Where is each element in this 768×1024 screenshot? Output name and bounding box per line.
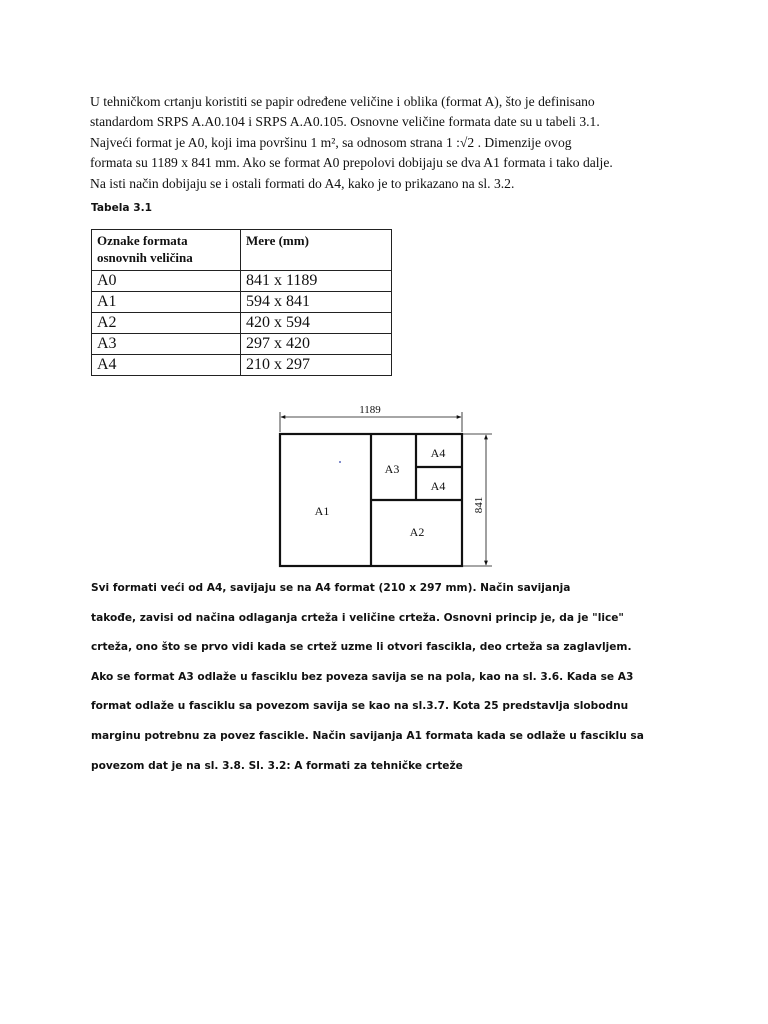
table-cell-dimensions: 841 x 1189: [241, 271, 392, 292]
a2-label: A2: [409, 525, 425, 539]
body-line: crteža, ono što se prvo vidi kada se crtež uzme li otvori fascikla, deo crteža sa zaglavljem.: [91, 641, 632, 654]
table-caption: Tabela 3.1: [91, 202, 153, 214]
table-row: [92, 271, 392, 292]
table-row: [92, 313, 392, 334]
table-header-row: [92, 230, 392, 271]
width-dimension: [280, 404, 462, 432]
table-cell-format: A4: [92, 355, 241, 376]
table-header-format: Oznake formata osnovnih veličina: [92, 230, 241, 271]
intro-line: Na isti način dobijaju se i ostali formati do A4, kako je to prikazano na sl. 3.2.: [90, 175, 515, 191]
intro-line: U tehničkom crtanju koristiti se papir određene veličine i oblika (format A), što je definisano: [90, 94, 595, 109]
body-line: Svi formati veći od A4, savijaju se na A4 format (210 x 297 mm). Način savijanja: [91, 582, 571, 594]
table-cell-dimensions: 420 x 594: [241, 313, 392, 334]
body-line: format odlaže u fasciklu sa povezom savija se kao na sl.3.7. Kota 25 predstavlja slobodnu: [91, 700, 629, 713]
body-paragraph: [91, 580, 711, 787]
body-line: marginu potrebnu za povez fascikle. Način savijanja A1 formata kada se odlaže u fasciklu sa: [91, 729, 644, 742]
formats-table: [91, 229, 392, 376]
a4-top-label: A4: [430, 446, 446, 460]
a4-bottom-label: A4: [430, 479, 446, 493]
table-cell-format: A1: [92, 292, 241, 313]
height-label: 841: [473, 496, 485, 514]
table-cell-dimensions: 594 x 841: [241, 292, 392, 313]
format-subdivision-figure: [270, 398, 500, 573]
intro-line: formata su 1189 x 841 mm. Ako se format A0 prepolovi dobijaju se dva A1 formata i tako dalje.: [90, 155, 613, 171]
intro-line: standardom SRPS A.A0.104 i SRPS A.A0.105. Osnovne veličine formata date su u tabeli 3.1.: [90, 114, 600, 130]
table-cell-format: A3: [92, 334, 241, 355]
height-dimension: [462, 434, 492, 566]
table-cell-format: A0: [92, 271, 241, 292]
table-row: [92, 292, 392, 313]
body-line: takođe, zavisi od načina odlaganja crteža i veličine crteža. Osnovni princip je, da je "lice": [91, 611, 624, 624]
intro-line: Najveći format je A0, koji ima površinu 1 m², sa odnosom strana 1 :√2 . Dimenzije ovog: [90, 134, 572, 150]
a1-label: A1: [314, 504, 330, 518]
table-cell-dimensions: 210 x 297: [241, 355, 392, 376]
body-line: Ako se format A3 odlaže u fasciklu bez poveza savija se na pola, kao na sl. 3.6. Kada se A3: [91, 670, 634, 683]
table-cell-dimensions: 297 x 420: [241, 334, 392, 355]
intro-paragraph: [90, 92, 690, 194]
stray-dot: [339, 461, 341, 463]
body-line: povezom dat je na sl. 3.8. Sl. 3.2: A formati za tehničke crteže: [91, 759, 463, 772]
table-row: [92, 334, 392, 355]
table-header-dimensions: Mere (mm): [241, 230, 392, 271]
a3-label: A3: [384, 462, 400, 476]
table-cell-format: A2: [92, 313, 241, 334]
width-label: 1189: [359, 404, 381, 416]
table-row: [92, 355, 392, 376]
